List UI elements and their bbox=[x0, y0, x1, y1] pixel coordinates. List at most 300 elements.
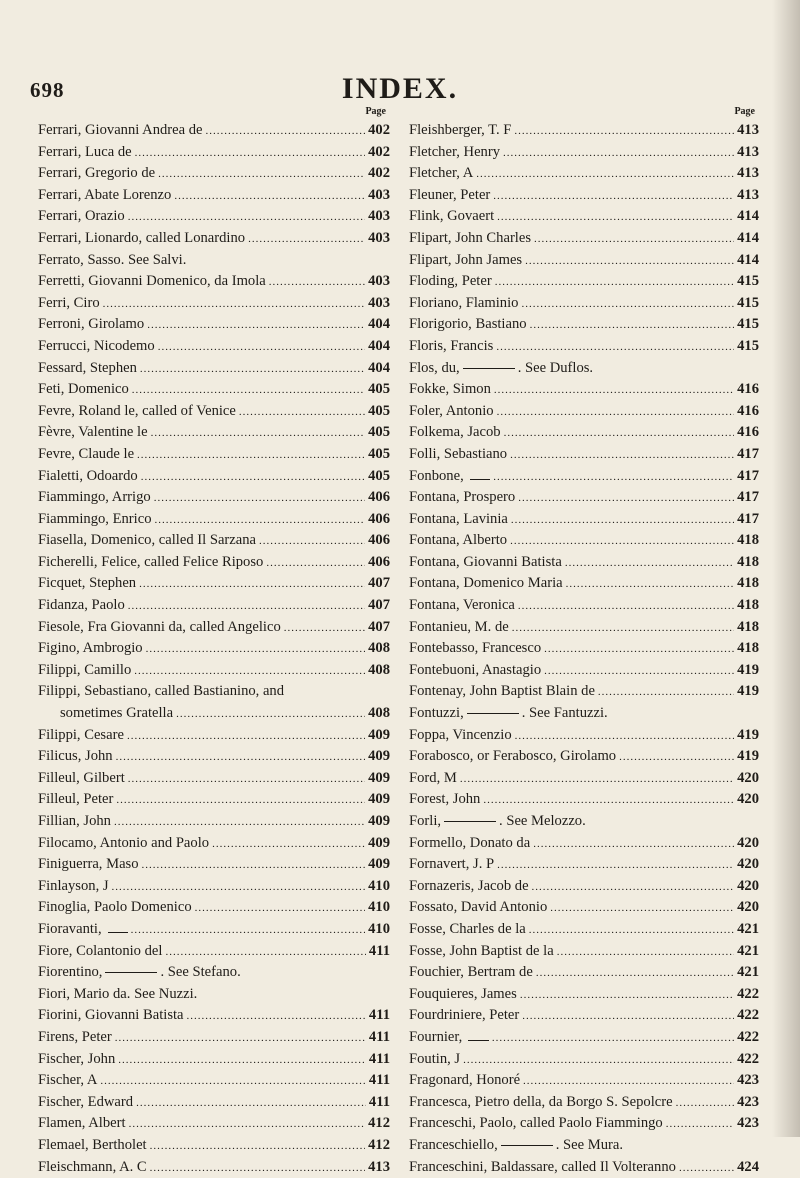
index-entry bbox=[409, 509, 759, 531]
entry-name: Fragonard, Honoré bbox=[409, 1070, 520, 1092]
omitted-name-rule bbox=[468, 1040, 489, 1041]
entry-name: Fontana, Prospero bbox=[409, 487, 515, 509]
dot-leader bbox=[496, 336, 734, 358]
dot-leader bbox=[134, 660, 365, 682]
entry-name: Ferrari, Luca de bbox=[38, 142, 132, 164]
cross-reference-entry bbox=[409, 358, 759, 380]
dot-leader bbox=[137, 444, 365, 466]
entry-name: Fontuzzi, bbox=[409, 705, 464, 721]
dot-leader bbox=[103, 293, 365, 315]
index-entry bbox=[409, 1005, 759, 1027]
dot-leader bbox=[529, 919, 734, 941]
dot-leader bbox=[187, 1005, 366, 1027]
index-entry-text: Ferrato, Sasso. See Salvi. bbox=[38, 250, 390, 272]
page-number: 698 bbox=[30, 78, 65, 103]
index-entry bbox=[38, 919, 390, 941]
entry-name: Florigorio, Bastiano bbox=[409, 314, 527, 336]
entry-name: Filippi, Cesare bbox=[38, 725, 124, 747]
index-entry bbox=[38, 120, 390, 142]
index-entry bbox=[409, 746, 759, 768]
entry-page-number: 420 bbox=[737, 768, 759, 790]
entry-name: Fornavert, J. P bbox=[409, 854, 494, 876]
index-entry bbox=[409, 422, 759, 444]
entry-name: Flemael, Bertholet bbox=[38, 1135, 147, 1157]
entry-name: Fiesole, Fra Giovanni da, called Angelico bbox=[38, 617, 281, 639]
entry-name: Fornazeris, Jacob de bbox=[409, 876, 529, 898]
index-entry bbox=[409, 876, 759, 898]
index-entry bbox=[38, 1027, 390, 1049]
index-entry bbox=[409, 552, 759, 574]
index-entry-text: Filippi, Sebastiano, called Bastianino, and bbox=[38, 681, 390, 703]
index-entry bbox=[38, 1092, 390, 1114]
index-entry bbox=[38, 617, 390, 639]
index-entry bbox=[38, 746, 390, 768]
index-entry bbox=[409, 336, 759, 358]
entry-name: Ferrari, Giovanni Andrea de bbox=[38, 120, 203, 142]
dot-leader bbox=[497, 206, 734, 228]
index-entry bbox=[409, 595, 759, 617]
index-entry bbox=[38, 703, 390, 725]
entry-page-number: 424 bbox=[737, 1157, 759, 1178]
entry-name: Fouchier, Bertram de bbox=[409, 962, 533, 984]
dot-leader bbox=[269, 271, 365, 293]
entry-page-number: 420 bbox=[737, 854, 759, 876]
dot-leader bbox=[518, 487, 734, 509]
entry-page-number: 423 bbox=[737, 1092, 759, 1114]
index-entry bbox=[38, 789, 390, 811]
entry-page-number: 406 bbox=[368, 509, 390, 531]
index-entry bbox=[38, 228, 390, 250]
entry-name: Fischer, Edward bbox=[38, 1092, 133, 1114]
dot-leader bbox=[619, 746, 734, 768]
entry-name: Fontana, Veronica bbox=[409, 595, 515, 617]
entry-name: Ferrari, Orazio bbox=[38, 206, 125, 228]
dot-leader bbox=[139, 573, 365, 595]
dot-leader bbox=[492, 1027, 734, 1049]
index-entry bbox=[38, 725, 390, 747]
omitted-name-rule bbox=[463, 368, 515, 369]
index-entry bbox=[38, 466, 390, 488]
entry-name: Foler, Antonio bbox=[409, 401, 494, 423]
entry-name: Finlayson, J bbox=[38, 876, 109, 898]
entry-name: Fischer, A bbox=[38, 1070, 97, 1092]
entry-name: Floris, Francis bbox=[409, 336, 493, 358]
see-reference: . See Mura. bbox=[556, 1137, 623, 1153]
dot-leader bbox=[151, 422, 366, 444]
entry-name: Forest, John bbox=[409, 789, 480, 811]
entry-page-number: 421 bbox=[737, 962, 759, 984]
omitted-name-rule bbox=[470, 479, 490, 480]
dot-leader bbox=[206, 120, 366, 142]
entry-name: Fiammingo, Enrico bbox=[38, 509, 152, 531]
index-entry bbox=[409, 573, 759, 595]
entry-page-number: 414 bbox=[737, 206, 759, 228]
omitted-name-rule bbox=[105, 972, 157, 973]
index-entry bbox=[38, 897, 390, 919]
entry-name: Fokke, Simon bbox=[409, 379, 491, 401]
dot-leader bbox=[504, 422, 735, 444]
dot-leader bbox=[142, 854, 366, 876]
entry-page-number: 403 bbox=[368, 206, 390, 228]
entry-page-number: 411 bbox=[369, 1092, 390, 1114]
entry-name: Francesca, Pietro della, da Borgo S. Sepolcre bbox=[409, 1092, 673, 1114]
index-entry bbox=[409, 789, 759, 811]
index-entry bbox=[38, 1049, 390, 1071]
index-entry bbox=[409, 142, 759, 164]
entry-page-number: 403 bbox=[368, 228, 390, 250]
index-entry bbox=[409, 379, 759, 401]
entry-name: Ferroni, Girolamo bbox=[38, 314, 144, 336]
dot-leader bbox=[476, 163, 734, 185]
index-entry bbox=[38, 833, 390, 855]
entry-page-number: 422 bbox=[737, 1049, 759, 1071]
entry-name: Finiguerra, Maso bbox=[38, 854, 139, 876]
entry-name: Fournier, bbox=[409, 1027, 462, 1049]
see-reference: . See Duflos. bbox=[518, 360, 593, 376]
entry-page-number: 407 bbox=[368, 573, 390, 595]
dot-leader bbox=[165, 941, 365, 963]
entry-page-number: 418 bbox=[737, 573, 759, 595]
index-entry bbox=[38, 854, 390, 876]
entry-name: Fletcher, Henry bbox=[409, 142, 500, 164]
index-entry bbox=[409, 1157, 759, 1178]
dot-leader bbox=[131, 919, 366, 941]
omitted-name-rule bbox=[467, 713, 519, 714]
index-entry bbox=[38, 573, 390, 595]
see-reference: . See Stefano. bbox=[160, 964, 240, 980]
omitted-name-rule bbox=[444, 821, 496, 822]
dot-leader bbox=[112, 876, 366, 898]
index-entry bbox=[38, 768, 390, 790]
dot-leader bbox=[544, 660, 734, 682]
entry-page-number: 415 bbox=[737, 314, 759, 336]
entry-name: Fessard, Stephen bbox=[38, 358, 137, 380]
entry-page-number: 420 bbox=[737, 897, 759, 919]
dot-leader bbox=[212, 833, 365, 855]
dot-leader bbox=[666, 1113, 734, 1135]
entry-page-number: 403 bbox=[368, 271, 390, 293]
index-entry bbox=[409, 941, 759, 963]
entry-name: Ferrari, Gregorio de bbox=[38, 163, 155, 185]
dot-leader bbox=[127, 725, 365, 747]
entry-page-number: 411 bbox=[369, 1070, 390, 1092]
index-entry bbox=[409, 854, 759, 876]
index-entry bbox=[409, 833, 759, 855]
entry-name: Fevre, Claude le bbox=[38, 444, 134, 466]
entry-name: Flamen, Albert bbox=[38, 1113, 126, 1135]
dot-leader bbox=[176, 703, 365, 725]
entry-page-number: 414 bbox=[737, 250, 759, 272]
index-entry bbox=[38, 811, 390, 833]
entry-page-number: 410 bbox=[368, 897, 390, 919]
entry-page-number: 421 bbox=[737, 919, 759, 941]
dot-leader bbox=[128, 206, 365, 228]
index-entry bbox=[409, 1049, 759, 1071]
dot-leader bbox=[284, 617, 365, 639]
entry-name: Fiore, Colantonio del bbox=[38, 941, 162, 963]
entry-name: Filippi, Camillo bbox=[38, 660, 131, 682]
dot-leader bbox=[598, 681, 734, 703]
index-entry bbox=[38, 876, 390, 898]
entry-page-number: 418 bbox=[737, 530, 759, 552]
index-entry bbox=[38, 1113, 390, 1135]
entry-page-number: 419 bbox=[737, 681, 759, 703]
dot-leader bbox=[463, 1049, 734, 1071]
entry-name: Fevre, Roland le, called of Venice bbox=[38, 401, 236, 423]
entry-name: Fosse, John Baptist de la bbox=[409, 941, 554, 963]
dot-leader bbox=[544, 638, 734, 660]
dot-leader bbox=[114, 811, 365, 833]
entry-name: Fiasella, Domenico, called Il Sarzana bbox=[38, 530, 256, 552]
dot-leader bbox=[150, 1135, 365, 1157]
entry-page-number: 413 bbox=[737, 163, 759, 185]
dot-leader bbox=[239, 401, 365, 423]
dot-leader bbox=[135, 142, 366, 164]
entry-page-number: 419 bbox=[737, 660, 759, 682]
entry-name: Fontanieu, M. de bbox=[409, 617, 509, 639]
index-entry bbox=[409, 487, 759, 509]
dot-leader bbox=[514, 120, 734, 142]
entry-name: Fouquieres, James bbox=[409, 984, 517, 1006]
index-entry bbox=[38, 422, 390, 444]
index-entry bbox=[409, 185, 759, 207]
entry-name: Finoglia, Paolo Domenico bbox=[38, 897, 192, 919]
entry-name: sometimes Gratella bbox=[60, 703, 173, 725]
entry-name: Fleischmann, A. C bbox=[38, 1157, 147, 1178]
entry-page-number: 402 bbox=[368, 142, 390, 164]
dot-leader bbox=[521, 293, 734, 315]
page-column-label: Page bbox=[38, 104, 390, 120]
entry-name: Figino, Ambrogio bbox=[38, 638, 143, 660]
dot-leader bbox=[494, 379, 734, 401]
entry-name: Fleuner, Peter bbox=[409, 185, 490, 207]
entry-page-number: 403 bbox=[368, 185, 390, 207]
entry-name: Forabosco, or Ferabosco, Girolamo bbox=[409, 746, 616, 768]
dot-leader bbox=[116, 789, 365, 811]
dot-leader bbox=[550, 897, 734, 919]
entry-page-number: 417 bbox=[737, 466, 759, 488]
dot-leader bbox=[534, 228, 734, 250]
entry-page-number: 407 bbox=[368, 595, 390, 617]
index-entry bbox=[38, 1005, 390, 1027]
dot-leader bbox=[150, 1157, 365, 1178]
dot-leader bbox=[495, 271, 734, 293]
entry-page-number: 416 bbox=[737, 379, 759, 401]
dot-leader bbox=[557, 941, 734, 963]
index-entry bbox=[409, 725, 759, 747]
entry-page-number: 419 bbox=[737, 746, 759, 768]
entry-page-number: 412 bbox=[368, 1135, 390, 1157]
entry-name: Fontebuoni, Anastagio bbox=[409, 660, 541, 682]
dot-leader bbox=[510, 444, 734, 466]
dot-leader bbox=[503, 142, 734, 164]
entry-name: Feti, Domenico bbox=[38, 379, 129, 401]
entry-name: Fischer, John bbox=[38, 1049, 115, 1071]
index-entry bbox=[409, 962, 759, 984]
entry-name: Fosse, Charles de la bbox=[409, 919, 526, 941]
dot-leader bbox=[520, 984, 734, 1006]
index-entry bbox=[38, 941, 390, 963]
entry-name: Floriano, Flaminio bbox=[409, 293, 518, 315]
index-entry bbox=[409, 681, 759, 703]
index-entry bbox=[38, 1157, 390, 1178]
entry-name: Foutin, J bbox=[409, 1049, 460, 1071]
dot-leader bbox=[174, 185, 365, 207]
entry-page-number: 415 bbox=[737, 336, 759, 358]
index-entry bbox=[409, 120, 759, 142]
index-entry bbox=[38, 530, 390, 552]
index-entry bbox=[38, 379, 390, 401]
dot-leader bbox=[493, 466, 734, 488]
entry-page-number: 404 bbox=[368, 358, 390, 380]
omitted-name-rule bbox=[108, 932, 128, 933]
dot-leader bbox=[493, 185, 734, 207]
dot-leader bbox=[460, 768, 734, 790]
index-entry bbox=[409, 271, 759, 293]
entry-page-number: 402 bbox=[368, 120, 390, 142]
index-entry bbox=[38, 293, 390, 315]
index-entry bbox=[38, 660, 390, 682]
entry-page-number: 409 bbox=[368, 854, 390, 876]
entry-name: Fontebasso, Francesco bbox=[409, 638, 541, 660]
index-entry bbox=[409, 206, 759, 228]
dot-leader bbox=[141, 466, 365, 488]
entry-page-number: 411 bbox=[369, 1005, 390, 1027]
entry-page-number: 412 bbox=[368, 1113, 390, 1135]
entry-name: Franceschiello, bbox=[409, 1137, 498, 1153]
entry-name: Firens, Peter bbox=[38, 1027, 112, 1049]
entry-name: Folkema, Jacob bbox=[409, 422, 501, 444]
index-entry bbox=[38, 314, 390, 336]
entry-page-number: 406 bbox=[368, 530, 390, 552]
entry-page-number: 409 bbox=[368, 768, 390, 790]
entry-name: Franceschi, Paolo, called Paolo Fiammingo bbox=[409, 1113, 663, 1135]
entry-page-number: 405 bbox=[368, 379, 390, 401]
entry-page-number: 411 bbox=[369, 941, 390, 963]
entry-name: Ford, M bbox=[409, 768, 457, 790]
dot-leader bbox=[511, 509, 734, 531]
entry-page-number: 406 bbox=[368, 552, 390, 574]
entry-page-number: 415 bbox=[737, 293, 759, 315]
entry-name: Filocamo, Antonio and Paolo bbox=[38, 833, 209, 855]
dot-leader bbox=[100, 1070, 365, 1092]
index-column-left bbox=[38, 104, 390, 1178]
entry-page-number: 416 bbox=[737, 422, 759, 444]
entry-name: Ferrucci, Nicodemo bbox=[38, 336, 155, 358]
dot-leader bbox=[510, 530, 734, 552]
entry-name: Fontana, Giovanni Batista bbox=[409, 552, 562, 574]
entry-page-number: 402 bbox=[368, 163, 390, 185]
dot-leader bbox=[518, 595, 734, 617]
index-entry bbox=[38, 1070, 390, 1092]
entry-page-number: 410 bbox=[368, 876, 390, 898]
entry-page-number: 413 bbox=[737, 142, 759, 164]
entry-page-number: 408 bbox=[368, 703, 390, 725]
entry-page-number: 417 bbox=[737, 509, 759, 531]
entry-name: Fidanza, Paolo bbox=[38, 595, 125, 617]
dot-leader bbox=[158, 336, 365, 358]
dot-leader bbox=[140, 358, 365, 380]
entry-page-number: 411 bbox=[369, 1049, 390, 1071]
dot-leader bbox=[530, 314, 735, 336]
dot-leader bbox=[525, 250, 734, 272]
index-entry bbox=[409, 768, 759, 790]
page-column-label: Page bbox=[409, 104, 759, 120]
index-entry-text: Fiori, Mario da. See Nuzzi. bbox=[38, 984, 390, 1006]
entry-name: Franceschini, Baldassare, called Il Volteranno bbox=[409, 1157, 676, 1178]
entry-page-number: 413 bbox=[737, 185, 759, 207]
entry-page-number: 407 bbox=[368, 617, 390, 639]
entry-page-number: 418 bbox=[737, 552, 759, 574]
dot-leader bbox=[536, 962, 734, 984]
dot-leader bbox=[154, 487, 365, 509]
entry-page-number: 405 bbox=[368, 422, 390, 444]
dot-leader bbox=[158, 163, 365, 185]
running-head: INDEX. bbox=[0, 72, 800, 106]
dot-leader bbox=[248, 228, 365, 250]
cross-reference-entry bbox=[409, 1135, 759, 1157]
index-entry bbox=[38, 163, 390, 185]
cross-reference-entry bbox=[38, 962, 390, 984]
page-edge-shadow bbox=[772, 0, 800, 1137]
index-entry bbox=[409, 401, 759, 423]
entry-page-number: 419 bbox=[737, 725, 759, 747]
index-entry bbox=[409, 617, 759, 639]
entry-name: Formello, Donato da bbox=[409, 833, 530, 855]
dot-leader bbox=[512, 617, 734, 639]
index-entry bbox=[409, 1113, 759, 1135]
entry-page-number: 422 bbox=[737, 1027, 759, 1049]
entry-name: Flipart, John Charles bbox=[409, 228, 531, 250]
entry-name: Flipart, John James bbox=[409, 250, 522, 272]
entry-page-number: 404 bbox=[368, 314, 390, 336]
index-entry bbox=[38, 638, 390, 660]
entry-name: Fourdriniere, Peter bbox=[409, 1005, 519, 1027]
dot-leader bbox=[259, 530, 365, 552]
dot-leader bbox=[497, 854, 734, 876]
dot-leader bbox=[523, 1070, 734, 1092]
index-entry bbox=[409, 897, 759, 919]
see-reference: . See Fantuzzi. bbox=[522, 705, 608, 721]
entry-page-number: 420 bbox=[737, 789, 759, 811]
dot-leader bbox=[146, 638, 366, 660]
index-entry bbox=[409, 984, 759, 1006]
dot-leader bbox=[522, 1005, 734, 1027]
entry-page-number: 418 bbox=[737, 638, 759, 660]
index-entry bbox=[409, 1070, 759, 1092]
dot-leader bbox=[147, 314, 365, 336]
entry-name: Fèvre, Valentine le bbox=[38, 422, 148, 444]
index-entry bbox=[409, 444, 759, 466]
entry-name: Ficquet, Stephen bbox=[38, 573, 136, 595]
entry-name: Ferrari, Lionardo, called Lonardino bbox=[38, 228, 245, 250]
dot-leader bbox=[565, 552, 734, 574]
entry-page-number: 420 bbox=[737, 876, 759, 898]
entry-page-number: 417 bbox=[737, 487, 759, 509]
index-entry bbox=[409, 466, 759, 488]
entry-name: Filicus, John bbox=[38, 746, 113, 768]
entry-name: Fialetti, Odoardo bbox=[38, 466, 138, 488]
entry-name: Fonbone, bbox=[409, 466, 464, 488]
entry-page-number: 409 bbox=[368, 833, 390, 855]
entry-name: Flink, Govaert bbox=[409, 206, 494, 228]
index-column-right bbox=[409, 104, 759, 1178]
entry-name: Ferrari, Abate Lorenzo bbox=[38, 185, 171, 207]
entry-name: Forli, bbox=[409, 813, 441, 829]
entry-name: Ferri, Ciro bbox=[38, 293, 100, 315]
entry-name: Fontana, Lavinia bbox=[409, 509, 508, 531]
index-entry bbox=[409, 638, 759, 660]
